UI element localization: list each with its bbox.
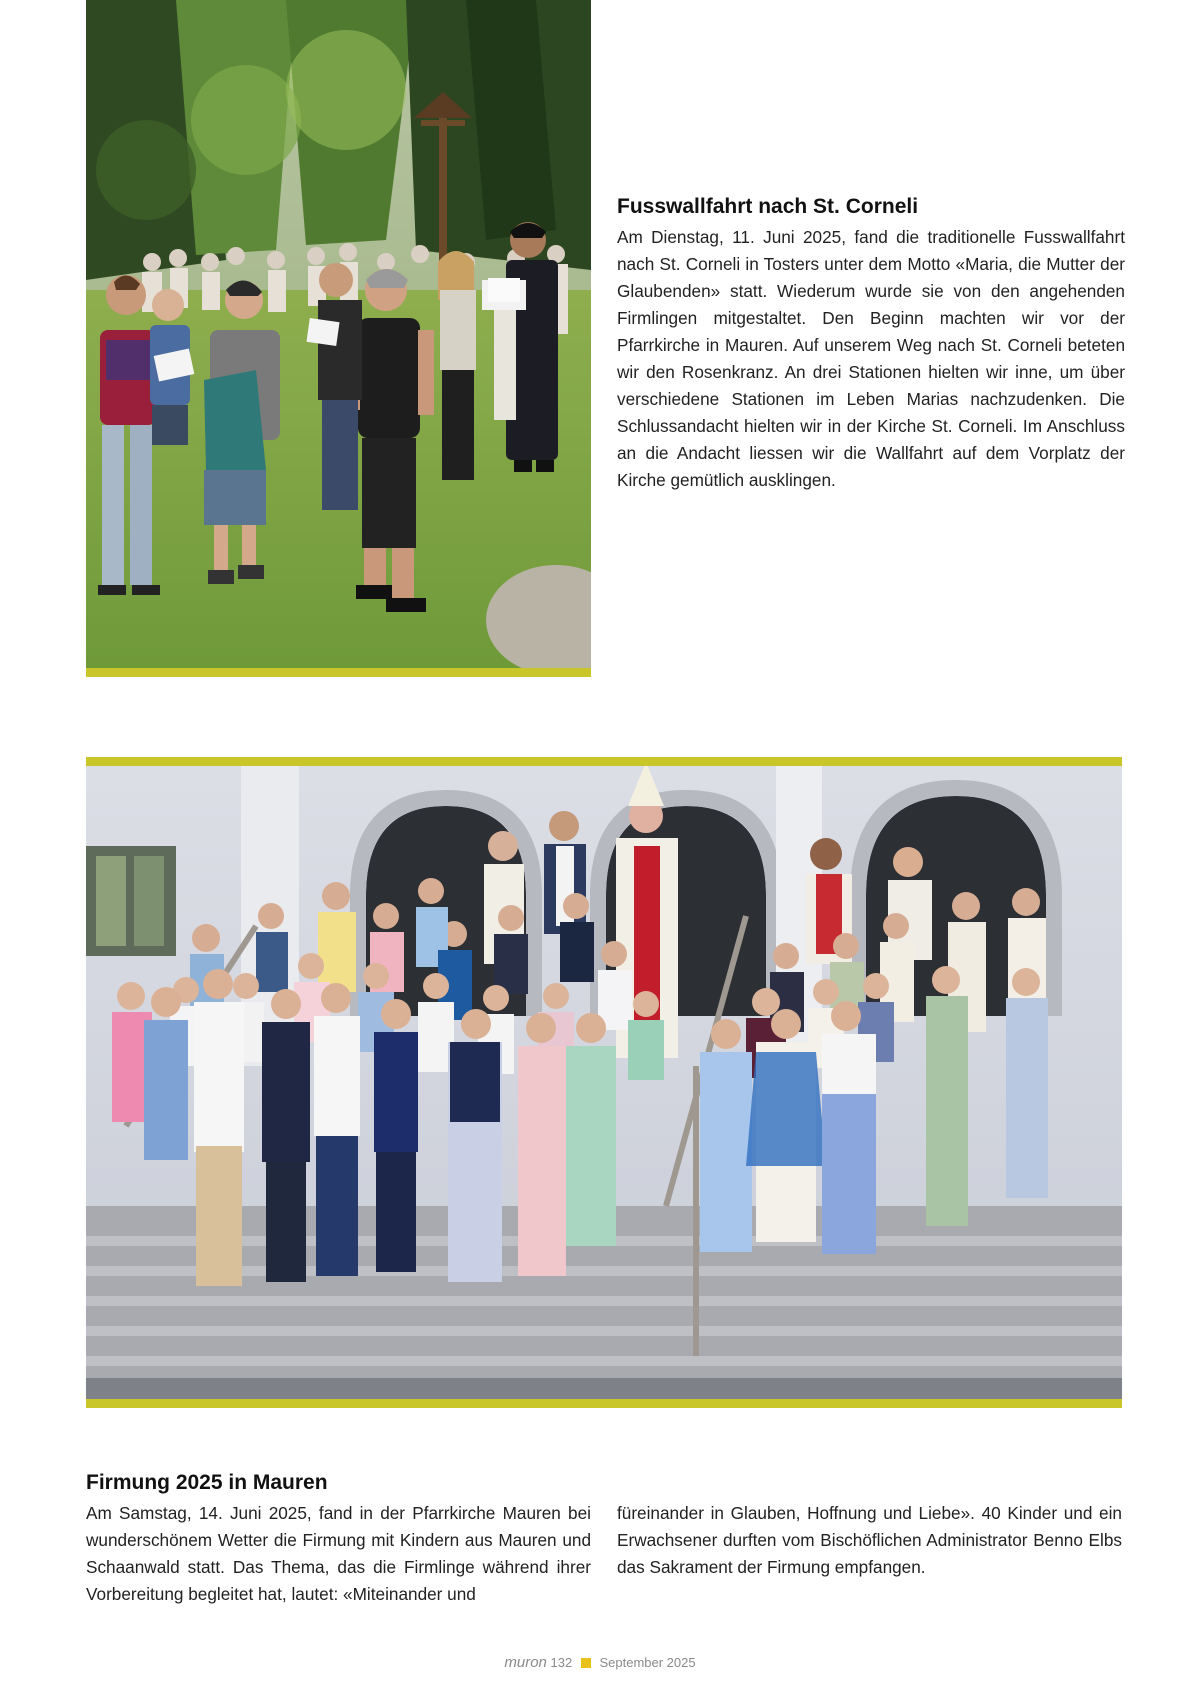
footer-date: September 2025 [599, 1655, 696, 1670]
accent-bar-top [86, 668, 591, 677]
article1-body: Am Dienstag, 11. Juni 2025, fand die traditionelle Fusswallfahrt nach St. Corneli in Tosters unter dem Motto «Maria, die Mutter der Glaubenden» statt. Wiederum wurde sie von den angehenden Firmlingen mitgestaltet. Den Beginn machten wir vor der Pfarrkirche in Mauren. Auf unserem Weg nach St. Corneli beteten wir den Rosenkranz. An drei Stationen hielten wir inne, um über verschiedene Stationen im Leben Marias nachzudenken. Die Schlussandacht hielten wir in der Kirche St. Corneli. Im Anschluss an die Andacht liessen wir die Wallfahrt auf dem Vorplatz der Kirche gemütlich ausklingen. [617, 227, 1125, 490]
accent-bar-mid-bottom [86, 1399, 1122, 1408]
footer-brand: muron [504, 1654, 547, 1671]
accent-bar-mid-top [86, 757, 1122, 766]
confirmation-group-photo [86, 766, 1122, 1399]
article2-heading: Firmung 2025 in Mauren [86, 1471, 328, 1494]
article1-heading: Fusswallfahrt nach St. Corneli [617, 195, 919, 218]
footer-issue: 132 [550, 1655, 573, 1670]
article2-body-col1: Am Samstag, 14. Juni 2025, fand in der Pfarrkirche Mauren bei wunderschönem Wetter die Firmung mit Kindern aus Mauren und Schaanwald statt. Das Thema, das die Firmlinge während ihrer Vorbereitung begleitet hat, lautet: «Miteinander und [86, 1503, 591, 1604]
footer-square-icon [581, 1658, 591, 1668]
page-footer [0, 1654, 1200, 1671]
pilgrimage-photo [86, 0, 591, 668]
article2-body-col2: füreinander in Glauben, Hoffnung und Liebe». 40 Kinder und ein Erwachsener durften vom Bischöflichen Administrator Benno Elbs das Sakrament der Firmung empfangen. [617, 1503, 1122, 1577]
